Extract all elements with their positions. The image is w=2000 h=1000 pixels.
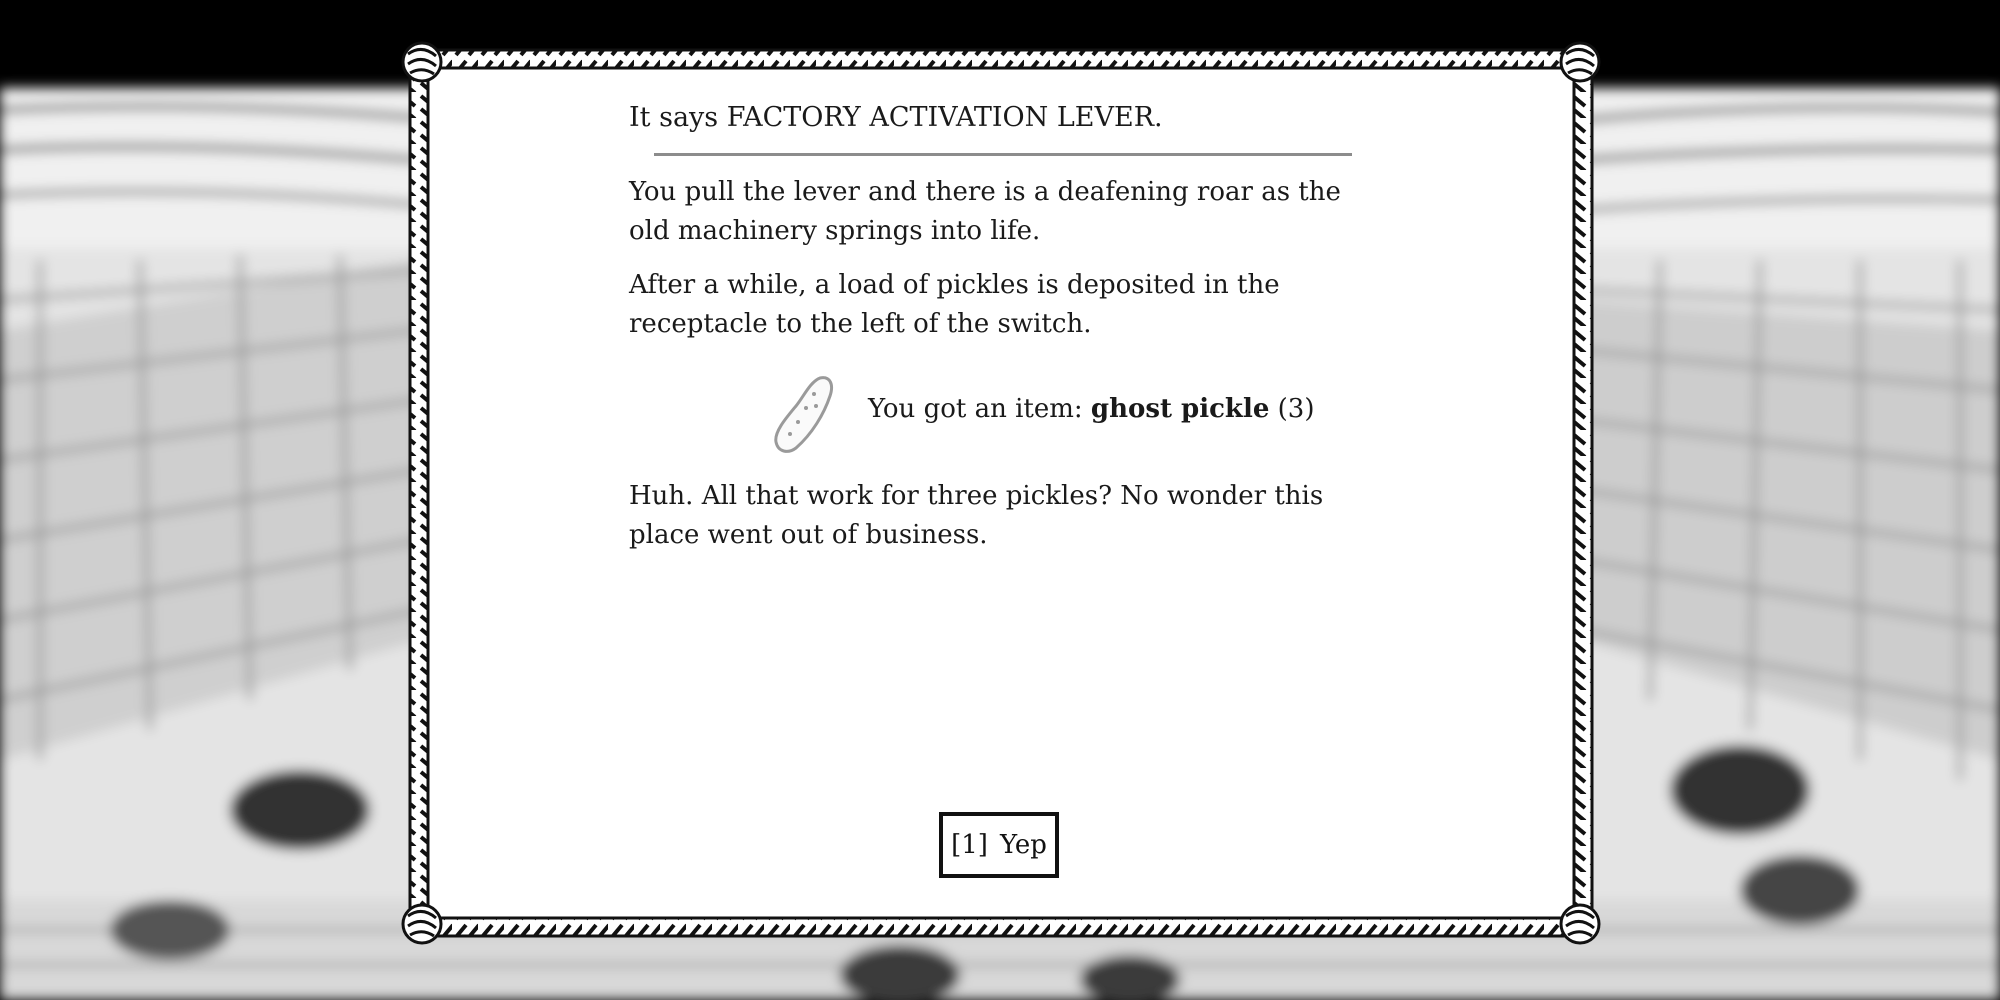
- choice-hotkey: [1]: [951, 830, 988, 860]
- dialog-heading-block: [629, 98, 1389, 138]
- story-paragraph-3: Huh. All that work for three pickles? No wonder this place went out of business.: [629, 481, 1324, 550]
- story-paragraph-2: After a while, a load of pickles is deposited in the receptacle to the left of the switch.: [629, 270, 1280, 339]
- item-count: (3): [1269, 394, 1315, 424]
- pickle-icon: [768, 372, 840, 456]
- item-name: ghost pickle: [1090, 394, 1270, 424]
- story-paragraph-1: You pull the lever and there is a deafening roar as the old machinery springs into life.: [629, 177, 1341, 246]
- choice-label: Yep: [999, 830, 1047, 860]
- item-received-row: [768, 372, 1328, 456]
- item-received-text: [868, 394, 1314, 424]
- item-prefix: You got an item:: [868, 394, 1091, 424]
- dialog-heading: It says FACTORY ACTIVATION LEVER.: [629, 102, 1163, 133]
- choice-button-yep[interactable]: [939, 812, 1059, 878]
- heading-divider: [654, 153, 1352, 156]
